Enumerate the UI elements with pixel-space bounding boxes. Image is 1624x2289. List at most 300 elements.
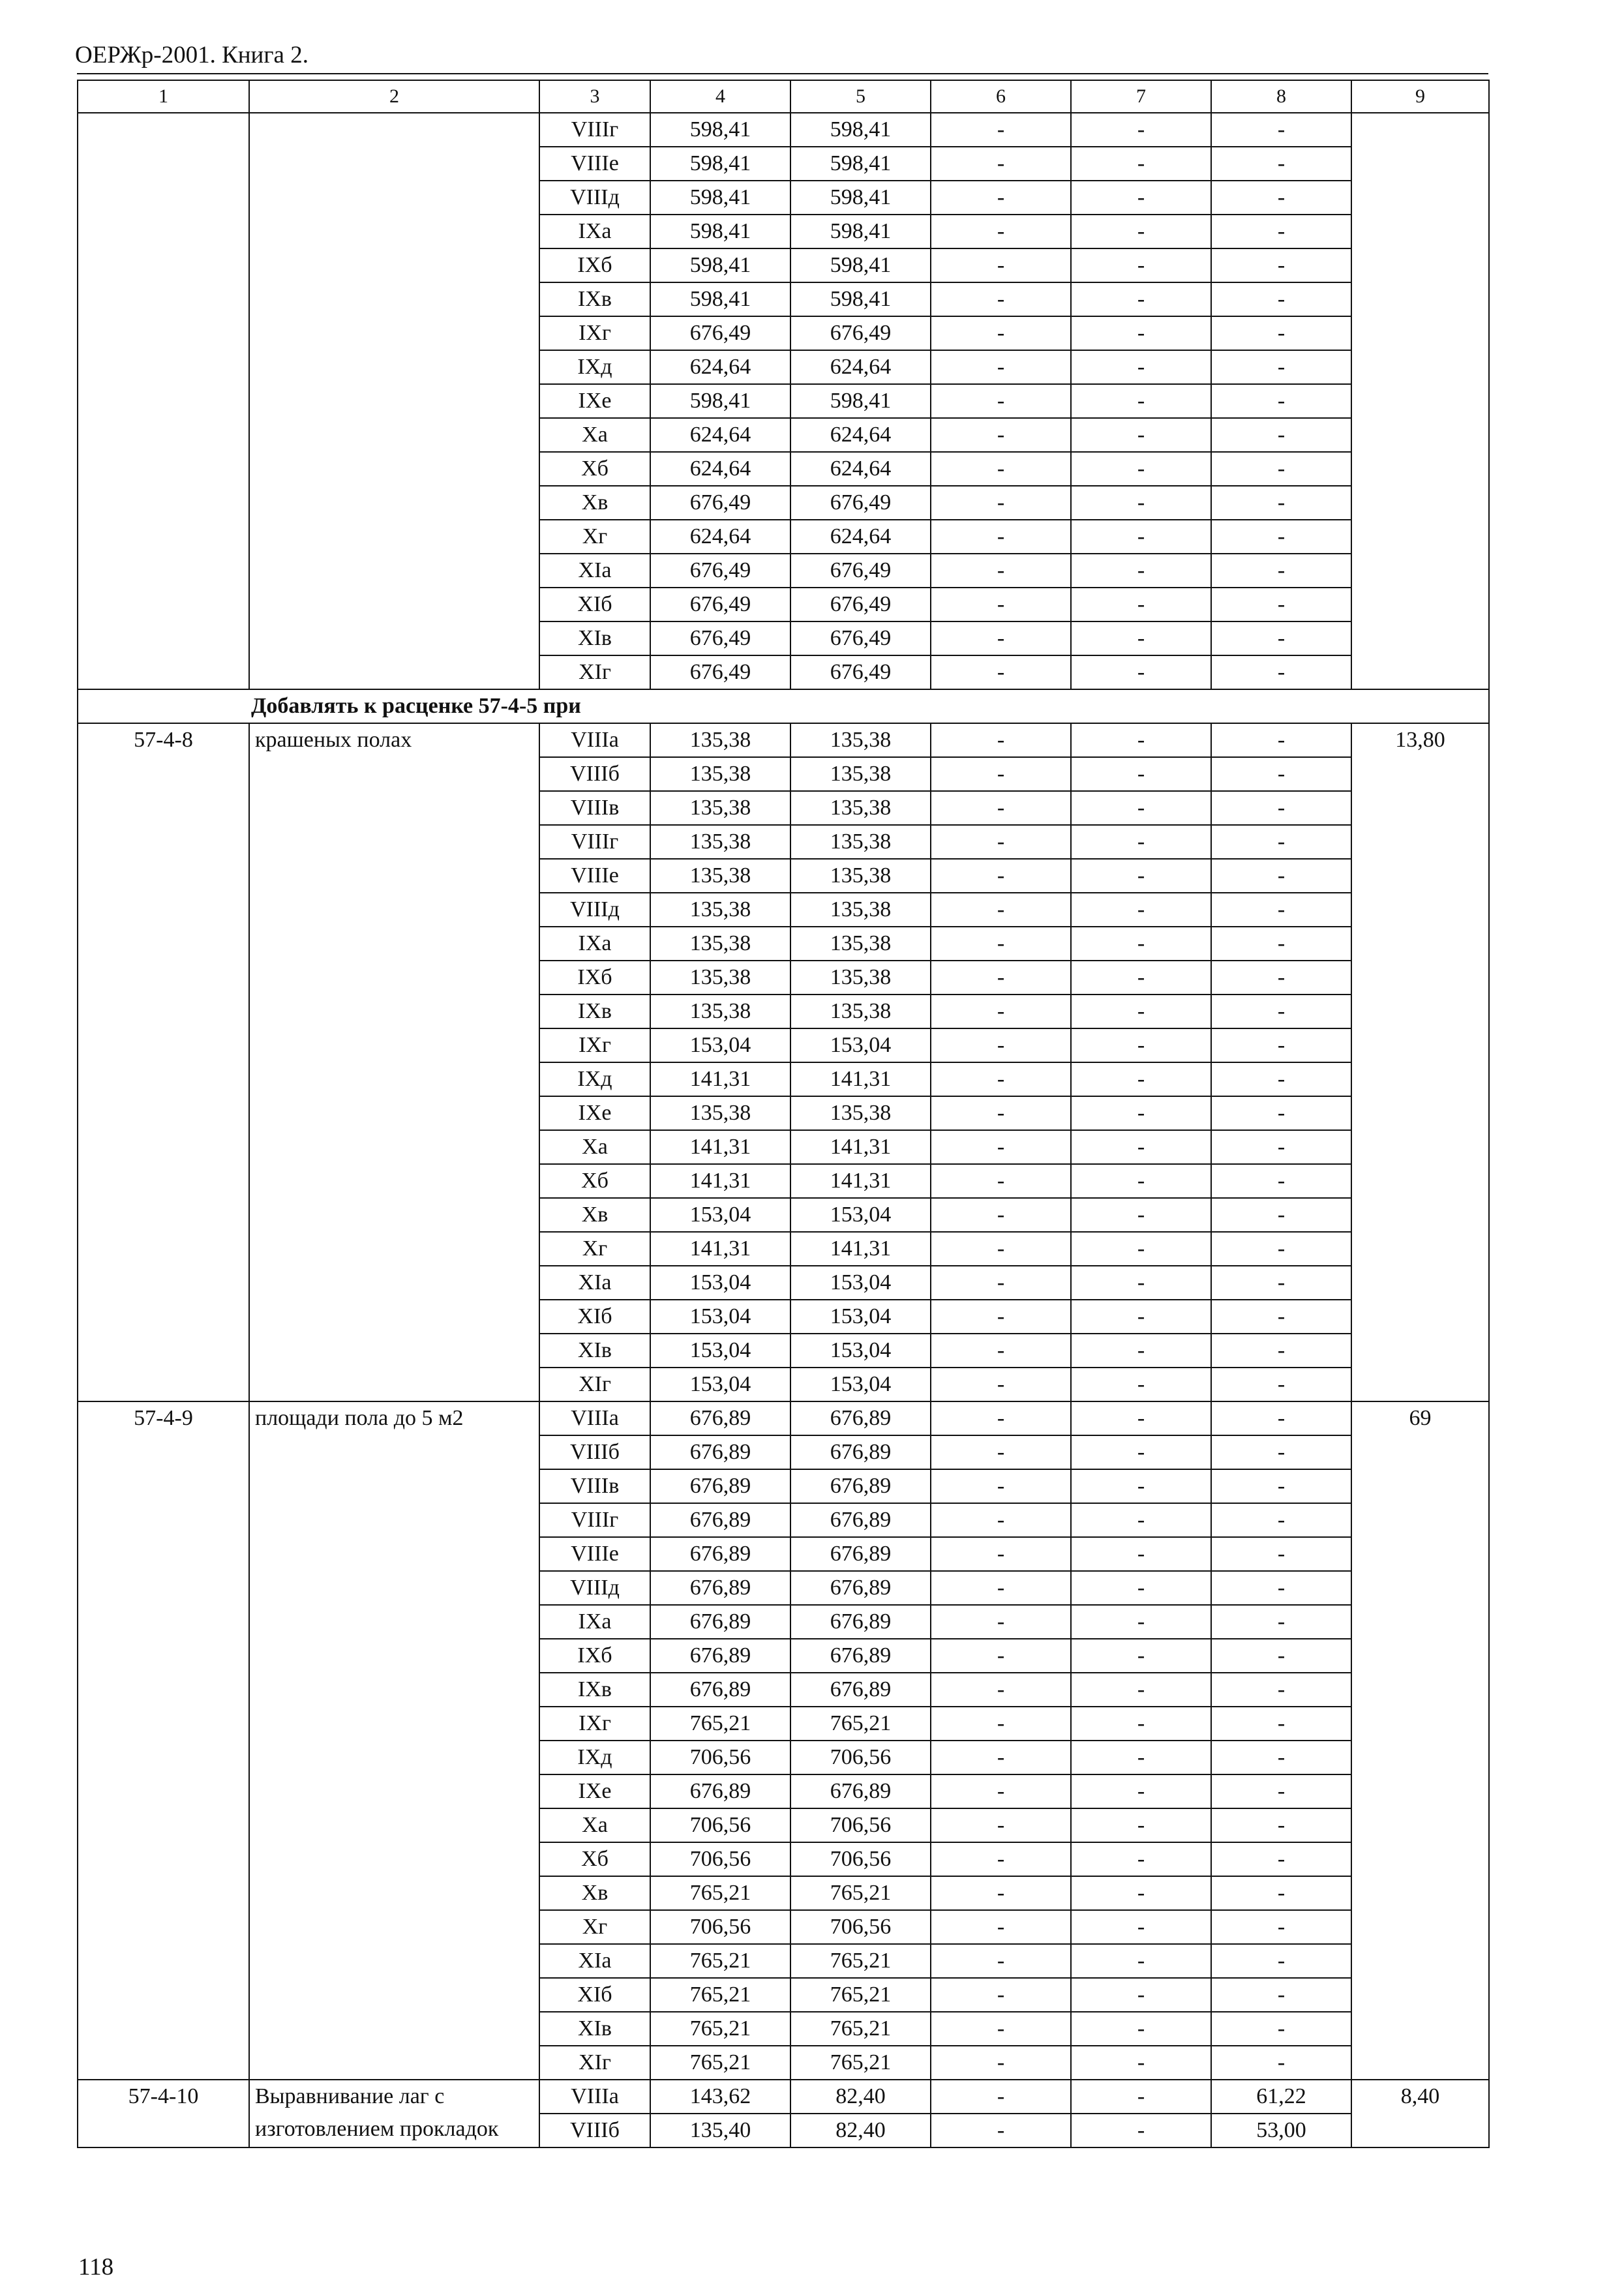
wages-cell: 153,04	[790, 1368, 931, 1401]
materials-cell: -	[1211, 384, 1351, 418]
work-name-cell: крашеных полах	[249, 723, 539, 1401]
zone-cell: Xг	[539, 1232, 650, 1266]
table-row	[78, 723, 1489, 757]
machine-cell: -	[931, 825, 1071, 859]
machine-cell: -	[931, 418, 1071, 452]
zone-cell: IXб	[539, 961, 650, 995]
driver-wages-cell: -	[1071, 1537, 1211, 1571]
materials-cell: -	[1211, 588, 1351, 621]
machine-cell: -	[931, 384, 1071, 418]
machine-cell: -	[931, 1537, 1071, 1571]
wages-cell: 765,21	[790, 1978, 931, 2012]
total-cost-cell: 624,64	[650, 418, 790, 452]
total-cost-cell: 624,64	[650, 520, 790, 554]
page-number: 118	[78, 2254, 114, 2281]
column-number: 5	[790, 80, 931, 113]
machine-cell: -	[931, 486, 1071, 520]
total-cost-cell: 676,89	[650, 1605, 790, 1639]
zone-cell: VIIIв	[539, 791, 650, 825]
driver-wages-cell: -	[1071, 1469, 1211, 1503]
wages-cell: 676,89	[790, 1503, 931, 1537]
machine-cell: -	[931, 520, 1071, 554]
wages-cell: 135,38	[790, 961, 931, 995]
price-table	[77, 80, 1490, 2148]
total-cost-cell: 153,04	[650, 1266, 790, 1300]
materials-cell: -	[1211, 927, 1351, 961]
driver-wages-cell: -	[1071, 1571, 1211, 1605]
column-number: 7	[1071, 80, 1211, 113]
wages-cell: 135,38	[790, 791, 931, 825]
zone-cell: IXд	[539, 1062, 650, 1096]
wages-cell: 676,49	[790, 655, 931, 689]
total-cost-cell: 135,38	[650, 825, 790, 859]
wages-cell: 141,31	[790, 1130, 931, 1164]
total-cost-cell: 676,89	[650, 1469, 790, 1503]
wages-cell: 706,56	[790, 1842, 931, 1876]
driver-wages-cell: -	[1071, 1910, 1211, 1944]
driver-wages-cell: -	[1071, 181, 1211, 215]
total-cost-cell: 598,41	[650, 282, 790, 316]
wages-cell: 624,64	[790, 520, 931, 554]
driver-wages-cell: -	[1071, 1435, 1211, 1469]
materials-cell: -	[1211, 1639, 1351, 1673]
machine-cell: -	[931, 1469, 1071, 1503]
zone-cell: IXг	[539, 1028, 650, 1062]
driver-wages-cell: -	[1071, 723, 1211, 757]
zone-cell: XIг	[539, 655, 650, 689]
materials-cell: -	[1211, 486, 1351, 520]
driver-wages-cell: -	[1071, 1368, 1211, 1401]
zone-cell: XIв	[539, 1334, 650, 1368]
total-cost-cell: 598,41	[650, 248, 790, 282]
materials-cell: -	[1211, 181, 1351, 215]
driver-wages-cell: -	[1071, 316, 1211, 350]
materials-cell: -	[1211, 1435, 1351, 1469]
labor-cost-cell: 8,40	[1351, 2080, 1489, 2147]
zone-cell: VIIIд	[539, 181, 650, 215]
machine-cell: -	[931, 1910, 1071, 1944]
section-heading	[78, 689, 1489, 723]
materials-cell: -	[1211, 418, 1351, 452]
machine-cell: -	[931, 2012, 1071, 2046]
page-header: ОЕРЖр-2001. Книга 2.	[75, 42, 308, 68]
zone-cell: Xа	[539, 418, 650, 452]
machine-cell: -	[931, 1808, 1071, 1842]
zone-cell: XIв	[539, 2012, 650, 2046]
rate-code-cell: 57-4-10	[78, 2080, 249, 2147]
total-cost-cell: 676,89	[650, 1435, 790, 1469]
labor-cost-cell	[1351, 113, 1489, 689]
materials-cell: -	[1211, 1774, 1351, 1808]
zone-cell: XIб	[539, 1300, 650, 1334]
total-cost-cell: 624,64	[650, 452, 790, 486]
zone-cell: VIIIа	[539, 2080, 650, 2114]
wages-cell: 676,89	[790, 1469, 931, 1503]
driver-wages-cell: -	[1071, 1232, 1211, 1266]
column-number-row	[78, 80, 1489, 113]
labor-cost-cell: 13,80	[1351, 723, 1489, 1401]
machine-cell: -	[931, 2114, 1071, 2147]
column-number: 9	[1351, 80, 1489, 113]
driver-wages-cell: -	[1071, 1978, 1211, 2012]
wages-cell: 598,41	[790, 113, 931, 147]
driver-wages-cell: -	[1071, 1741, 1211, 1774]
zone-cell: VIIIе	[539, 1537, 650, 1571]
driver-wages-cell: -	[1071, 1096, 1211, 1130]
zone-cell: IXа	[539, 927, 650, 961]
wages-cell: 141,31	[790, 1062, 931, 1096]
zone-cell: Xв	[539, 1876, 650, 1910]
driver-wages-cell: -	[1071, 1266, 1211, 1300]
zone-cell: IXг	[539, 1707, 650, 1741]
total-cost-cell: 135,40	[650, 2114, 790, 2147]
labor-cost-cell: 69	[1351, 1401, 1489, 2080]
zone-cell: Xв	[539, 486, 650, 520]
wages-cell: 135,38	[790, 1096, 931, 1130]
machine-cell: -	[931, 181, 1071, 215]
column-number: 6	[931, 80, 1071, 113]
wages-cell: 676,89	[790, 1605, 931, 1639]
total-cost-cell: 765,21	[650, 2046, 790, 2080]
machine-cell: -	[931, 927, 1071, 961]
total-cost-cell: 676,89	[650, 1401, 790, 1435]
materials-cell: -	[1211, 1944, 1351, 1978]
materials-cell: -	[1211, 791, 1351, 825]
total-cost-cell: 135,38	[650, 961, 790, 995]
materials-cell: -	[1211, 2012, 1351, 2046]
wages-cell: 624,64	[790, 418, 931, 452]
materials-cell: -	[1211, 1096, 1351, 1130]
total-cost-cell: 624,64	[650, 350, 790, 384]
total-cost-cell: 598,41	[650, 215, 790, 248]
total-cost-cell: 135,38	[650, 859, 790, 893]
materials-cell: -	[1211, 113, 1351, 147]
total-cost-cell: 153,04	[650, 1198, 790, 1232]
zone-cell: VIIIг	[539, 1503, 650, 1537]
driver-wages-cell: -	[1071, 825, 1211, 859]
driver-wages-cell: -	[1071, 520, 1211, 554]
rate-code-cell: 57-4-8	[78, 723, 249, 1401]
machine-cell: -	[931, 1401, 1071, 1435]
driver-wages-cell: -	[1071, 1164, 1211, 1198]
wages-cell: 598,41	[790, 181, 931, 215]
machine-cell: -	[931, 316, 1071, 350]
driver-wages-cell: -	[1071, 1944, 1211, 1978]
wages-cell: 676,89	[790, 1401, 931, 1435]
machine-cell: -	[931, 1266, 1071, 1300]
wages-cell: 141,31	[790, 1164, 931, 1198]
driver-wages-cell: -	[1071, 893, 1211, 927]
total-cost-cell: 153,04	[650, 1368, 790, 1401]
materials-cell: -	[1211, 1741, 1351, 1774]
zone-cell: IXв	[539, 995, 650, 1028]
zone-cell: IXв	[539, 1673, 650, 1707]
materials-cell: -	[1211, 282, 1351, 316]
machine-cell: -	[931, 1096, 1071, 1130]
machine-cell: -	[931, 1130, 1071, 1164]
wages-cell: 676,49	[790, 554, 931, 588]
wages-cell: 676,49	[790, 588, 931, 621]
machine-cell: -	[931, 655, 1071, 689]
driver-wages-cell: -	[1071, 1198, 1211, 1232]
zone-cell: VIIIг	[539, 825, 650, 859]
driver-wages-cell: -	[1071, 655, 1211, 689]
driver-wages-cell: -	[1071, 588, 1211, 621]
driver-wages-cell: -	[1071, 554, 1211, 588]
machine-cell: -	[931, 215, 1071, 248]
zone-cell: VIIIд	[539, 893, 650, 927]
wages-cell: 153,04	[790, 1266, 931, 1300]
total-cost-cell: 153,04	[650, 1300, 790, 1334]
zone-cell: VIIIб	[539, 757, 650, 791]
machine-cell: -	[931, 588, 1071, 621]
zone-cell: XIа	[539, 1266, 650, 1300]
machine-cell: -	[931, 1673, 1071, 1707]
rate-code-cell: 57-4-9	[78, 1401, 249, 2080]
zone-cell: Xг	[539, 520, 650, 554]
table-row	[78, 113, 1489, 147]
section-heading-text: Добавлять к расценке 57-4-5 при	[251, 694, 581, 718]
wages-cell: 706,56	[790, 1808, 931, 1842]
column-number: 8	[1211, 80, 1351, 113]
driver-wages-cell: -	[1071, 1639, 1211, 1673]
machine-cell: -	[931, 1978, 1071, 2012]
machine-cell: -	[931, 282, 1071, 316]
total-cost-cell: 141,31	[650, 1164, 790, 1198]
driver-wages-cell: -	[1071, 350, 1211, 384]
total-cost-cell: 765,21	[650, 2012, 790, 2046]
wages-cell: 135,38	[790, 757, 931, 791]
wages-cell: 676,89	[790, 1774, 931, 1808]
machine-cell: -	[931, 1774, 1071, 1808]
machine-cell: -	[931, 1741, 1071, 1774]
materials-cell: -	[1211, 1368, 1351, 1401]
zone-cell: IXа	[539, 1605, 650, 1639]
materials-cell: -	[1211, 825, 1351, 859]
driver-wages-cell: -	[1071, 1503, 1211, 1537]
machine-cell: -	[931, 1605, 1071, 1639]
driver-wages-cell: -	[1071, 1876, 1211, 1910]
materials-cell: -	[1211, 621, 1351, 655]
materials-cell: -	[1211, 1062, 1351, 1096]
wages-cell: 706,56	[790, 1741, 931, 1774]
total-cost-cell: 676,89	[650, 1571, 790, 1605]
wages-cell: 153,04	[790, 1300, 931, 1334]
zone-cell: XIа	[539, 1944, 650, 1978]
driver-wages-cell: -	[1071, 1673, 1211, 1707]
zone-cell: IXе	[539, 1774, 650, 1808]
machine-cell: -	[931, 350, 1071, 384]
wages-cell: 135,38	[790, 859, 931, 893]
wages-cell: 765,21	[790, 2012, 931, 2046]
materials-cell: -	[1211, 961, 1351, 995]
machine-cell: -	[931, 757, 1071, 791]
zone-cell: Xб	[539, 1164, 650, 1198]
total-cost-cell: 141,31	[650, 1062, 790, 1096]
driver-wages-cell: -	[1071, 1842, 1211, 1876]
total-cost-cell: 765,21	[650, 1978, 790, 2012]
total-cost-cell: 153,04	[650, 1028, 790, 1062]
total-cost-cell: 676,49	[650, 621, 790, 655]
total-cost-cell: 135,38	[650, 927, 790, 961]
driver-wages-cell: -	[1071, 1808, 1211, 1842]
wages-cell: 135,38	[790, 995, 931, 1028]
wages-cell: 141,31	[790, 1232, 931, 1266]
driver-wages-cell: -	[1071, 2046, 1211, 2080]
total-cost-cell: 135,38	[650, 1096, 790, 1130]
zone-cell: VIIIа	[539, 723, 650, 757]
driver-wages-cell: -	[1071, 452, 1211, 486]
driver-wages-cell: -	[1071, 2080, 1211, 2114]
driver-wages-cell: -	[1071, 1774, 1211, 1808]
materials-cell: -	[1211, 520, 1351, 554]
materials-cell: -	[1211, 1028, 1351, 1062]
machine-cell: -	[931, 1842, 1071, 1876]
header-rule	[77, 73, 1488, 74]
work-name-cell	[249, 113, 539, 689]
machine-cell: -	[931, 1503, 1071, 1537]
zone-cell: VIIIб	[539, 2114, 650, 2147]
table-row	[78, 1401, 1489, 1435]
wages-cell: 153,04	[790, 1028, 931, 1062]
materials-cell: -	[1211, 1130, 1351, 1164]
machine-cell: -	[931, 621, 1071, 655]
machine-cell: -	[931, 1876, 1071, 1910]
zone-cell: XIг	[539, 1368, 650, 1401]
zone-cell: VIIIб	[539, 1435, 650, 1469]
wages-cell: 765,21	[790, 1944, 931, 1978]
wages-cell: 135,38	[790, 825, 931, 859]
total-cost-cell: 135,38	[650, 995, 790, 1028]
column-number: 4	[650, 80, 790, 113]
total-cost-cell: 676,49	[650, 316, 790, 350]
zone-cell: Xа	[539, 1808, 650, 1842]
materials-cell: -	[1211, 1605, 1351, 1639]
driver-wages-cell: -	[1071, 757, 1211, 791]
materials-cell: 61,22	[1211, 2080, 1351, 2114]
driver-wages-cell: -	[1071, 927, 1211, 961]
machine-cell: -	[931, 1368, 1071, 1401]
total-cost-cell: 676,89	[650, 1537, 790, 1571]
column-number: 2	[249, 80, 539, 113]
machine-cell: -	[931, 1232, 1071, 1266]
zone-cell: XIб	[539, 1978, 650, 2012]
zone-cell: Xб	[539, 452, 650, 486]
materials-cell: -	[1211, 1401, 1351, 1435]
total-cost-cell: 706,56	[650, 1741, 790, 1774]
materials-cell: -	[1211, 248, 1351, 282]
zone-cell: XIб	[539, 588, 650, 621]
machine-cell: -	[931, 1028, 1071, 1062]
machine-cell: -	[931, 147, 1071, 181]
total-cost-cell: 676,49	[650, 588, 790, 621]
wages-cell: 135,38	[790, 893, 931, 927]
rate-code-cell	[78, 113, 249, 689]
machine-cell: -	[931, 791, 1071, 825]
zone-cell: VIIIд	[539, 1571, 650, 1605]
total-cost-cell: 135,38	[650, 723, 790, 757]
wages-cell: 598,41	[790, 215, 931, 248]
total-cost-cell: 676,89	[650, 1639, 790, 1673]
driver-wages-cell: -	[1071, 2012, 1211, 2046]
materials-cell: -	[1211, 655, 1351, 689]
wages-cell: 598,41	[790, 384, 931, 418]
work-name-cell: площади пола до 5 м2	[249, 1401, 539, 2080]
total-cost-cell: 135,38	[650, 893, 790, 927]
driver-wages-cell: -	[1071, 2114, 1211, 2147]
zone-cell: IXв	[539, 282, 650, 316]
driver-wages-cell: -	[1071, 1707, 1211, 1741]
driver-wages-cell: -	[1071, 215, 1211, 248]
materials-cell: -	[1211, 1978, 1351, 2012]
wages-cell: 82,40	[790, 2114, 931, 2147]
wages-cell: 676,49	[790, 621, 931, 655]
materials-cell: 53,00	[1211, 2114, 1351, 2147]
total-cost-cell: 598,41	[650, 181, 790, 215]
machine-cell: -	[931, 723, 1071, 757]
total-cost-cell: 135,38	[650, 791, 790, 825]
total-cost-cell: 676,89	[650, 1774, 790, 1808]
driver-wages-cell: -	[1071, 1334, 1211, 1368]
total-cost-cell: 706,56	[650, 1910, 790, 1944]
wages-cell: 135,38	[790, 723, 931, 757]
zone-cell: XIв	[539, 621, 650, 655]
materials-cell: -	[1211, 1910, 1351, 1944]
driver-wages-cell: -	[1071, 995, 1211, 1028]
materials-cell: -	[1211, 316, 1351, 350]
wages-cell: 598,41	[790, 248, 931, 282]
column-number: 3	[539, 80, 650, 113]
driver-wages-cell: -	[1071, 791, 1211, 825]
materials-cell: -	[1211, 1334, 1351, 1368]
materials-cell: -	[1211, 2046, 1351, 2080]
wages-cell: 598,41	[790, 282, 931, 316]
machine-cell: -	[931, 1062, 1071, 1096]
wages-cell: 676,89	[790, 1537, 931, 1571]
wages-cell: 676,89	[790, 1673, 931, 1707]
zone-cell: IXд	[539, 1741, 650, 1774]
materials-cell: -	[1211, 554, 1351, 588]
driver-wages-cell: -	[1071, 147, 1211, 181]
materials-cell: -	[1211, 452, 1351, 486]
zone-cell: VIIIе	[539, 859, 650, 893]
machine-cell: -	[931, 1300, 1071, 1334]
machine-cell: -	[931, 2046, 1071, 2080]
total-cost-cell: 143,62	[650, 2080, 790, 2114]
zone-cell: XIа	[539, 554, 650, 588]
driver-wages-cell: -	[1071, 248, 1211, 282]
wages-cell: 765,21	[790, 1707, 931, 1741]
driver-wages-cell: -	[1071, 961, 1211, 995]
materials-cell: -	[1211, 1300, 1351, 1334]
driver-wages-cell: -	[1071, 1300, 1211, 1334]
total-cost-cell: 141,31	[650, 1130, 790, 1164]
materials-cell: -	[1211, 1232, 1351, 1266]
wages-cell: 82,40	[790, 2080, 931, 2114]
wages-cell: 598,41	[790, 147, 931, 181]
total-cost-cell: 676,89	[650, 1503, 790, 1537]
machine-cell: -	[931, 1707, 1071, 1741]
zone-cell: IXе	[539, 384, 650, 418]
total-cost-cell: 598,41	[650, 384, 790, 418]
materials-cell: -	[1211, 859, 1351, 893]
driver-wages-cell: -	[1071, 384, 1211, 418]
zone-cell: VIIIв	[539, 1469, 650, 1503]
machine-cell: -	[931, 1198, 1071, 1232]
zone-cell: IXа	[539, 215, 650, 248]
machine-cell: -	[931, 1435, 1071, 1469]
zone-cell: IXг	[539, 316, 650, 350]
